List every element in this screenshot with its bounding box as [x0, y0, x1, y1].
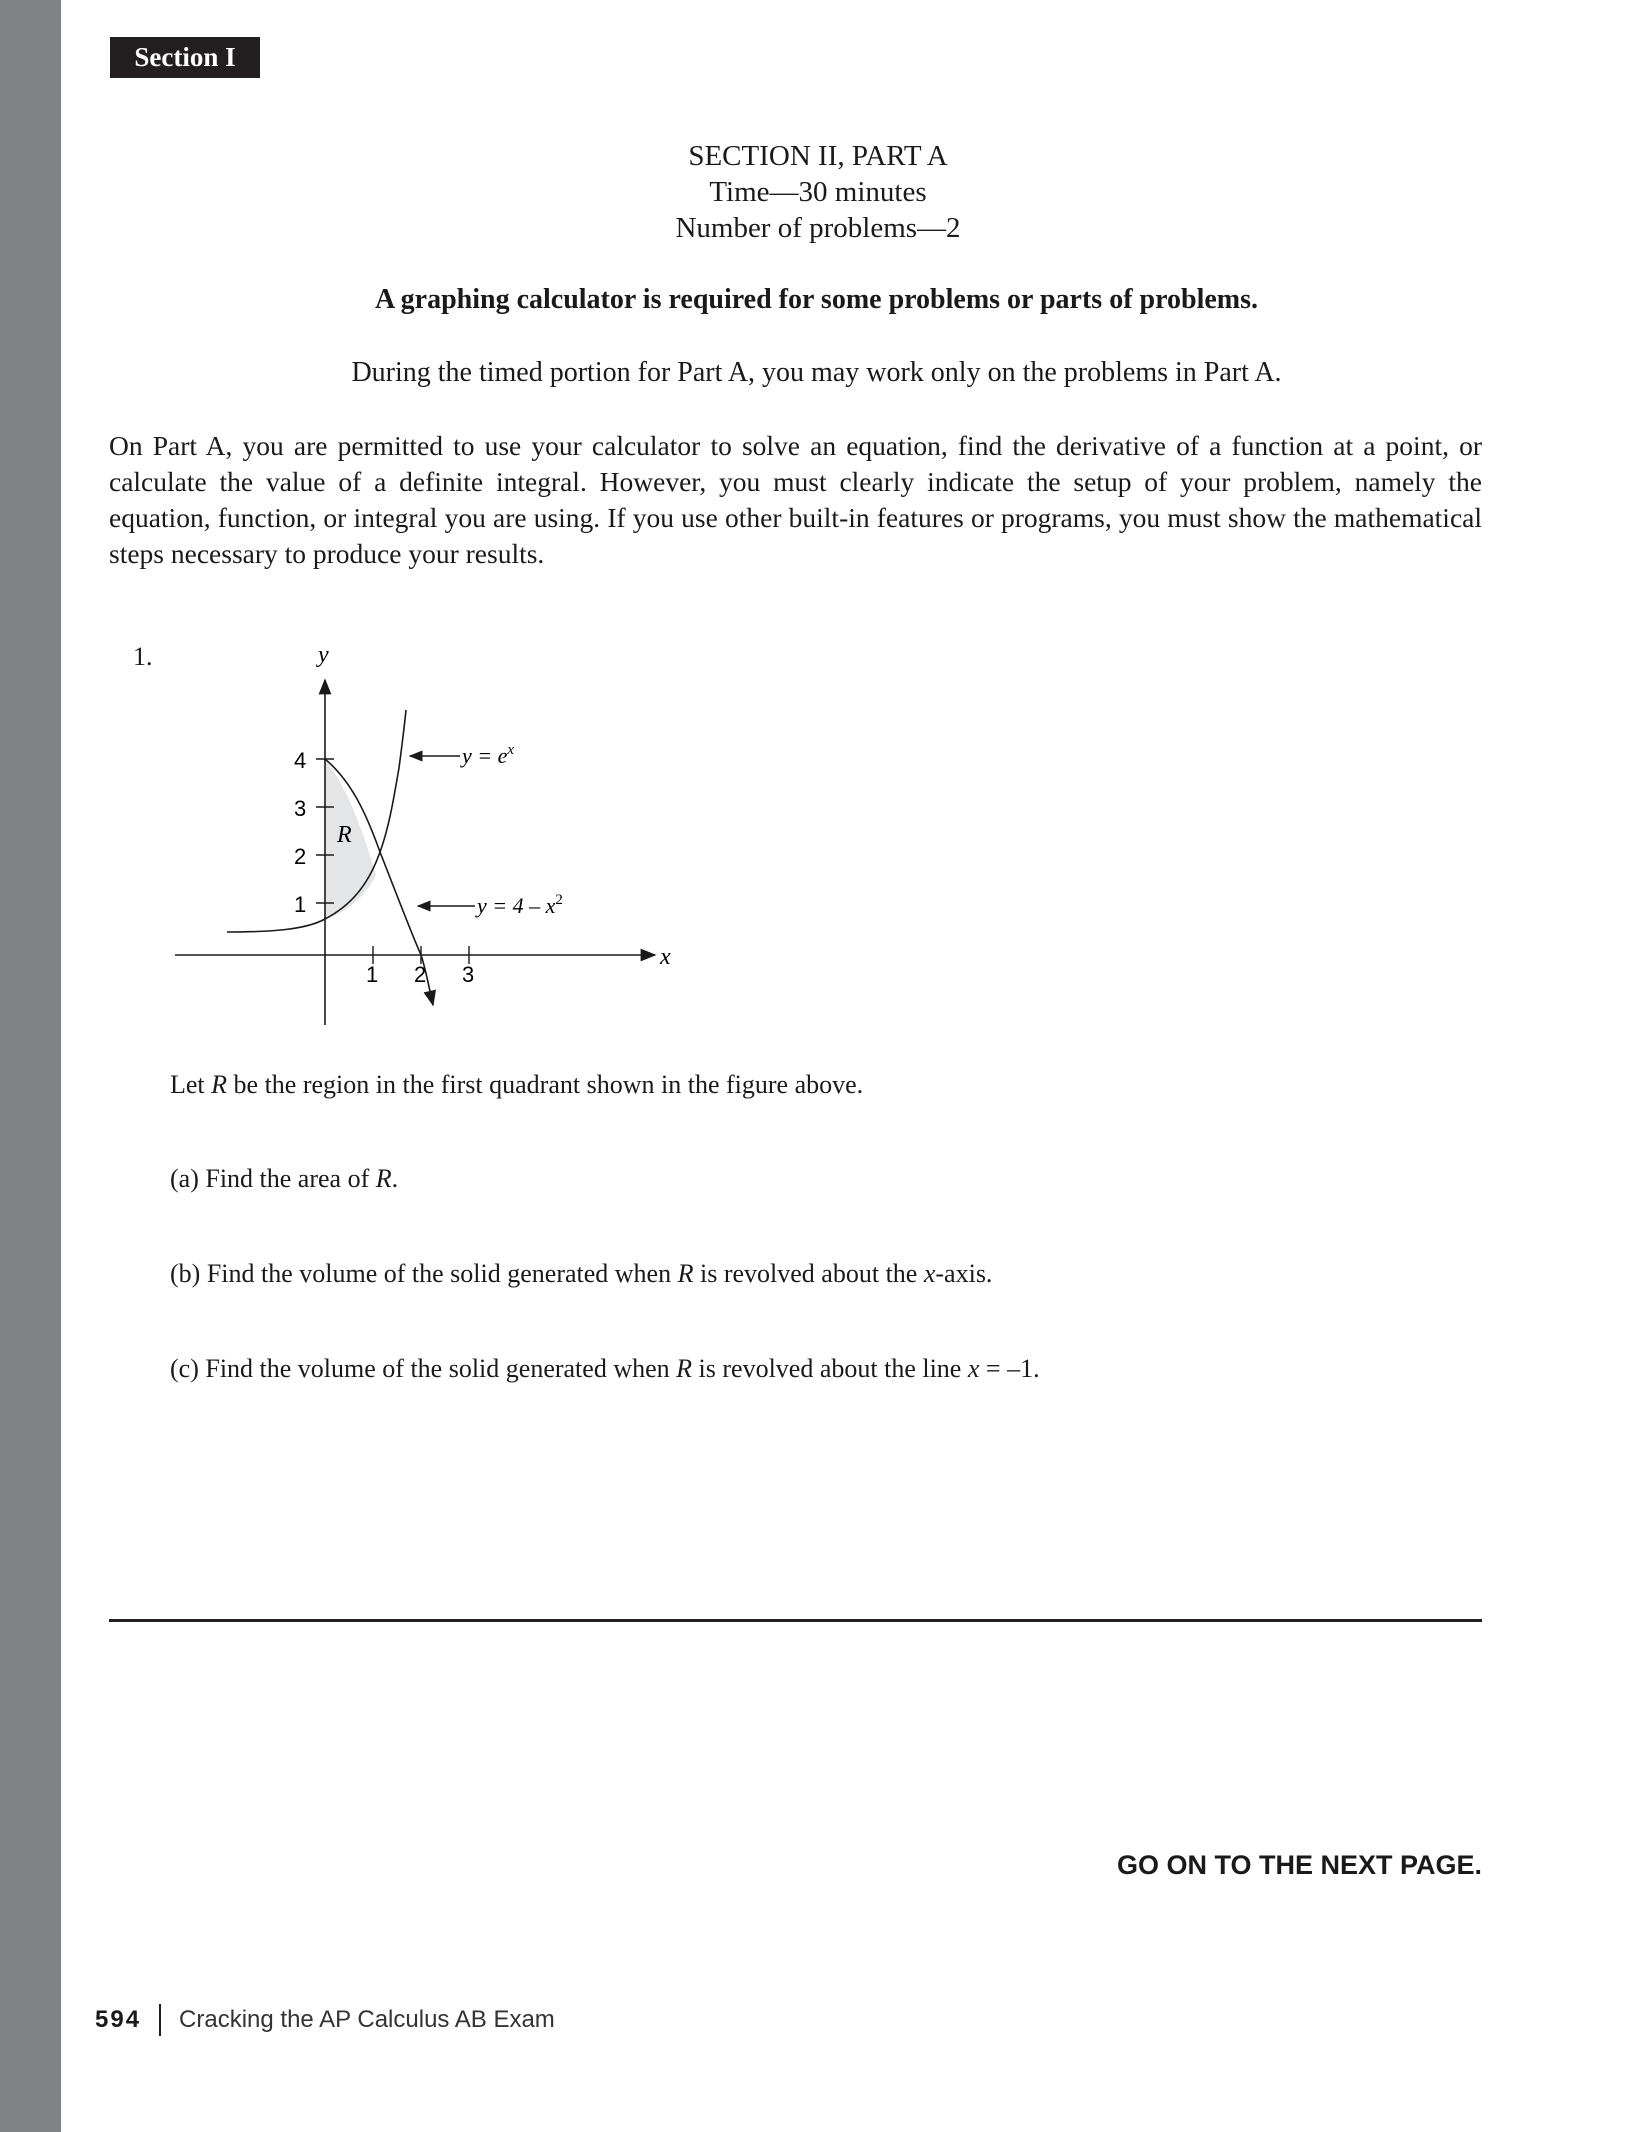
- x-tick-label-2: 2: [414, 962, 427, 987]
- problem-number: 1.: [133, 642, 153, 671]
- question-part-b: [170, 1259, 992, 1289]
- part-b-text: (b) Find the volume of the solid generated when: [170, 1259, 678, 1288]
- part-b-end: -axis.: [935, 1259, 993, 1288]
- header-time: Time—30 minutes: [709, 176, 927, 208]
- x-tick-label-1: 1: [366, 962, 379, 987]
- y-tick-label-4: 4: [294, 748, 307, 773]
- part-b-variable: R: [677, 1259, 694, 1288]
- page-margin-bar: [0, 0, 61, 2132]
- region-label: R: [337, 822, 352, 848]
- curve-exponential: [227, 710, 406, 932]
- y-tick-label-3: 3: [294, 796, 307, 821]
- section-tab: Section I: [110, 37, 260, 78]
- part-c-variable: R: [676, 1354, 693, 1383]
- part-a-variable: R: [375, 1164, 392, 1193]
- horizontal-rule: [109, 1619, 1482, 1622]
- part-c-end: = –1.: [979, 1354, 1040, 1383]
- exp-curve-label: [460, 742, 514, 768]
- part-a-end: .: [391, 1164, 399, 1193]
- part-b-axis-variable: x: [923, 1259, 936, 1288]
- y-tick-label-2: 2: [294, 844, 307, 869]
- page-number: 594: [95, 2006, 142, 2033]
- question-part-c: [170, 1354, 1040, 1384]
- question-part-a: [170, 1164, 398, 1194]
- part-a-text: (a) Find the area of: [170, 1164, 376, 1193]
- book-title: Cracking the AP Calculus AB Exam: [179, 2006, 555, 2033]
- parabola-curve-label-base: y = 4 – x: [477, 893, 556, 918]
- footer-divider: [159, 2004, 161, 2036]
- prompt-text-start: Let: [170, 1070, 212, 1099]
- header-title: SECTION II, PART A: [688, 140, 948, 172]
- part-c-text: (c) Find the volume of the solid generated when: [170, 1354, 677, 1383]
- parabola-curve-label-exponent: 2: [555, 892, 563, 908]
- x-axis-label: x: [660, 944, 671, 970]
- problem-prompt: [170, 1070, 863, 1100]
- timed-note: During the timed portion for Part A, you may work only on the problems in Part A.: [351, 357, 1282, 388]
- go-on-next-page: GO ON TO THE NEXT PAGE.: [1116, 1850, 1482, 1880]
- header-problem-count: Number of problems—2: [675, 212, 961, 244]
- exp-curve-label-base: y = e: [462, 743, 508, 768]
- y-axis-label: y: [318, 642, 329, 668]
- section-header: [0, 138, 1639, 246]
- prompt-text-end: be the region in the first quadrant shown in the figure above.: [227, 1070, 864, 1099]
- part-c-line-variable: x: [967, 1354, 980, 1383]
- instructions-paragraph: On Part A, you are permitted to use your calculator to solve an equation, find the derivative of a function at a point, or calculate the value of a definite integral. However, you must clearly indicate the setup of your problem, namely the equation, function, or integral you are using. If you use other built-in features or programs, you must show the mathematical steps necessary to produce your results.: [109, 430, 1482, 569]
- calculator-note: A graphing calculator is required for some problems or parts of problems.: [374, 284, 1259, 315]
- y-tick-label-1: 1: [294, 892, 307, 917]
- exp-curve-label-exponent: x: [507, 742, 515, 758]
- x-tick-label-3: 3: [462, 962, 475, 987]
- parabola-curve-label: [475, 892, 563, 918]
- prompt-variable-r: R: [211, 1070, 228, 1099]
- problem-figure: [170, 640, 690, 1040]
- part-b-mid: is revolved about the: [693, 1259, 924, 1288]
- part-c-mid: is revolved about the line: [692, 1354, 968, 1383]
- page-footer: [95, 2004, 555, 2036]
